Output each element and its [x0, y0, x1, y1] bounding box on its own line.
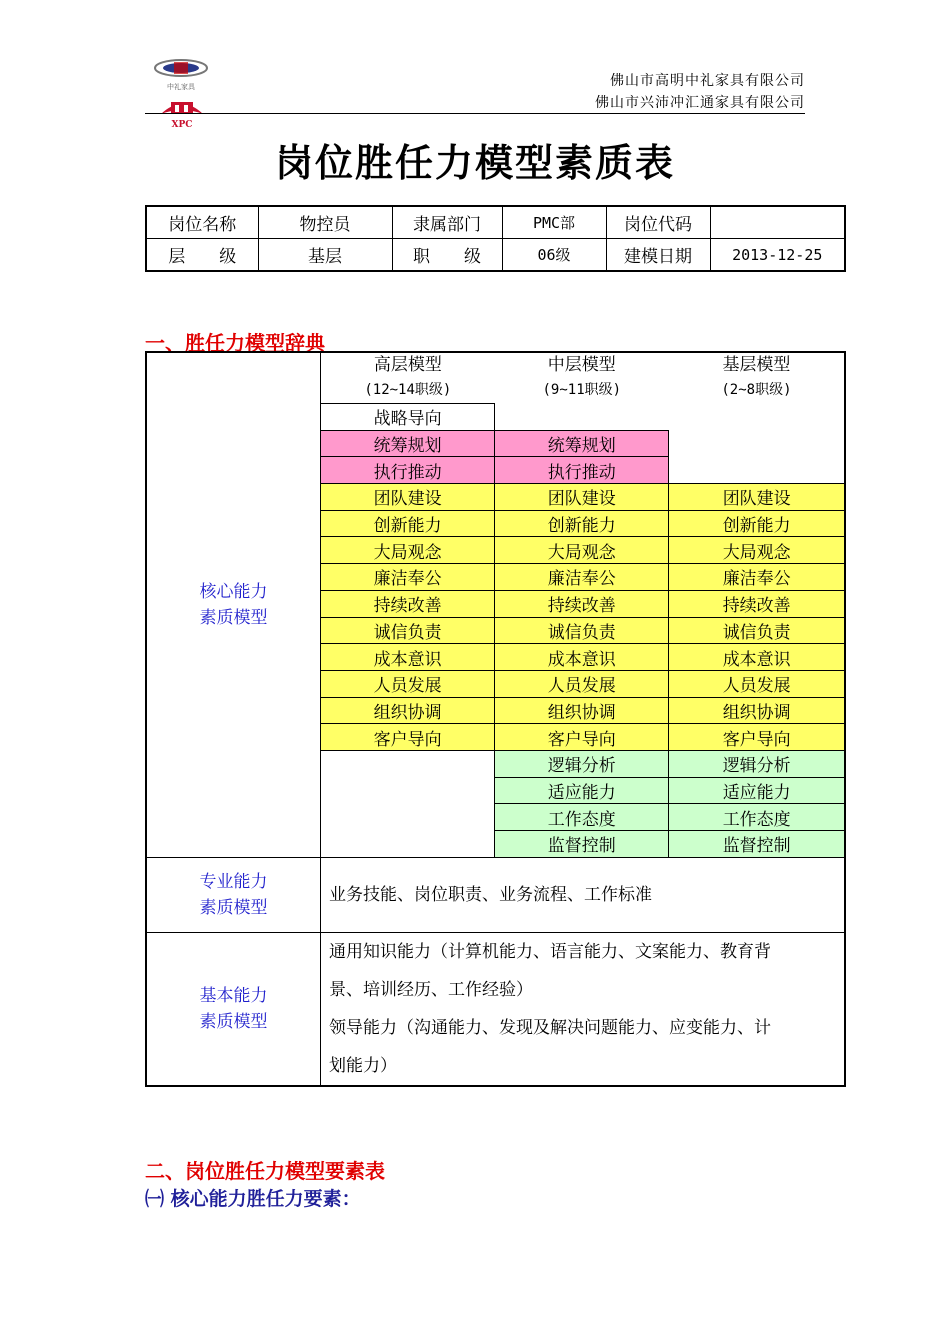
value-department: PMC部	[502, 206, 606, 239]
company-name-1: 佛山市高明中礼家具有限公司	[610, 73, 805, 89]
competency-mid-cell: 适应能力	[495, 777, 669, 804]
professional-label-line1: 专业能力	[199, 871, 268, 892]
svg-text:中礼家具: 中礼家具	[167, 83, 195, 91]
empty-base-cell	[669, 404, 845, 484]
section-2-title: 二、岗位胜任力模型要素表	[145, 1159, 385, 1183]
competency-base-cell: 廉洁奉公	[669, 564, 845, 591]
base-model-range: (2~8职级)	[721, 382, 792, 399]
competency-base-cell: 工作态度	[669, 804, 845, 831]
competency-high-cell: 团队建设	[321, 484, 495, 511]
position-info-table	[145, 205, 846, 272]
competency-high-cell: 统筹规划	[321, 430, 495, 457]
competency-dictionary-table	[145, 351, 846, 1087]
basic-line-3: 领导能力（沟通能力、发现及解决问题能力、应变能力、计	[329, 1017, 771, 1038]
competency-high-cell: 客户导向	[321, 724, 495, 751]
competency-high-cell: 廉洁奉公	[321, 564, 495, 591]
competency-base-cell: 创新能力	[669, 510, 845, 537]
mid-model-range: (9~11职级)	[542, 382, 622, 399]
competency-base-cell: 逻辑分析	[669, 750, 845, 777]
competency-high-cell: 成本意识	[321, 644, 495, 671]
label-position-name: 岗位名称	[146, 206, 258, 239]
competency-base-cell: 组织协调	[669, 697, 845, 724]
basic-line-1: 通用知识能力（计算机能力、语言能力、文案能力、教育背	[329, 941, 771, 962]
competency-mid-cell: 监督控制	[495, 831, 669, 858]
label-model-date: 建模日期	[606, 239, 710, 272]
basic-competency-text	[321, 932, 846, 1086]
basic-competency-label	[146, 932, 321, 1086]
header-base-level	[669, 352, 845, 404]
mid-model-name: 中层模型	[547, 355, 616, 376]
professional-competency-text: 业务技能、岗位职责、业务流程、工作标准	[321, 857, 846, 932]
empty-high-cell	[321, 750, 495, 857]
competency-mid-cell: 逻辑分析	[495, 750, 669, 777]
competency-mid-cell: 统筹规划	[495, 430, 669, 457]
competency-high-cell: 战略导向	[321, 404, 495, 431]
competency-base-cell: 成本意识	[669, 644, 845, 671]
competency-high-cell: 创新能力	[321, 510, 495, 537]
zhongli-logo	[152, 56, 210, 96]
competency-mid-cell: 执行推动	[495, 457, 669, 484]
competency-mid-cell: 团队建设	[495, 484, 669, 511]
competency-high-cell: 人员发展	[321, 670, 495, 697]
basic-line-2: 景、培训经历、工作经验）	[329, 979, 533, 1000]
competency-mid-cell: 持续改善	[495, 590, 669, 617]
competency-mid-cell: 人员发展	[495, 670, 669, 697]
competency-base-cell: 持续改善	[669, 590, 845, 617]
value-position-code	[710, 206, 845, 239]
competency-high-cell: 大局观念	[321, 537, 495, 564]
competency-base-cell: 人员发展	[669, 670, 845, 697]
competency-base-cell: 大局观念	[669, 537, 845, 564]
label-position-code: 岗位代码	[606, 206, 710, 239]
high-model-name: 高层模型	[373, 355, 442, 375]
value-position-name: 物控员	[258, 206, 392, 239]
professional-competency-label	[146, 857, 321, 932]
svg-text:XPC: XPC	[171, 120, 193, 130]
basic-line-4: 划能力）	[329, 1055, 397, 1076]
competency-mid-cell: 组织协调	[495, 697, 669, 724]
competency-high-cell: 组织协调	[321, 697, 495, 724]
base-model-name: 基层模型	[722, 355, 791, 376]
competency-high-cell: 诚信负责	[321, 617, 495, 644]
high-model-range: (12~14职级)	[364, 382, 452, 398]
value-model-date: 2013-12-25	[710, 239, 845, 272]
competency-mid-cell: 诚信负责	[495, 617, 669, 644]
competency-base-cell: 客户导向	[669, 724, 845, 751]
competency-base-cell: 诚信负责	[669, 617, 845, 644]
competency-high-cell: 执行推动	[321, 457, 495, 484]
section-3-title: ㈠ 核心能力胜任力要素：	[145, 1188, 361, 1210]
core-label-line1: 核心能力	[199, 581, 268, 602]
core-competency-label	[146, 352, 321, 857]
value-grade: 06级	[502, 239, 606, 272]
competency-base-cell: 团队建设	[669, 484, 845, 511]
header-mid-level	[495, 352, 669, 404]
competency-mid-cell: 创新能力	[495, 510, 669, 537]
competency-mid-cell: 工作态度	[495, 804, 669, 831]
competency-mid-cell: 成本意识	[495, 644, 669, 671]
competency-high-cell: 持续改善	[321, 590, 495, 617]
header-high-level	[321, 352, 495, 404]
competency-mid-cell: 客户导向	[495, 724, 669, 751]
value-tier: 基层	[258, 239, 392, 272]
core-label-line2: 素质模型	[199, 607, 268, 628]
section-1-title: 一、胜任力模型辞典	[145, 331, 325, 355]
competency-base-cell: 适应能力	[669, 777, 845, 804]
company-name-2: 佛山市兴沛冲汇通家具有限公司	[595, 95, 805, 111]
professional-label-line2: 素质模型	[199, 897, 268, 918]
label-tier: 层 级	[146, 239, 258, 272]
competency-mid-cell: 廉洁奉公	[495, 564, 669, 591]
competency-mid-cell: 大局观念	[495, 537, 669, 564]
header-divider	[145, 113, 805, 114]
label-department: 隶属部门	[392, 206, 502, 239]
basic-label-line2: 素质模型	[199, 1011, 268, 1032]
page-title: 岗位胜任力模型素质表	[274, 141, 675, 185]
empty-mid-cell	[495, 404, 669, 431]
basic-label-line1: 基本能力	[199, 985, 268, 1006]
label-grade: 职 级	[392, 239, 502, 272]
competency-base-cell: 监督控制	[669, 831, 845, 858]
